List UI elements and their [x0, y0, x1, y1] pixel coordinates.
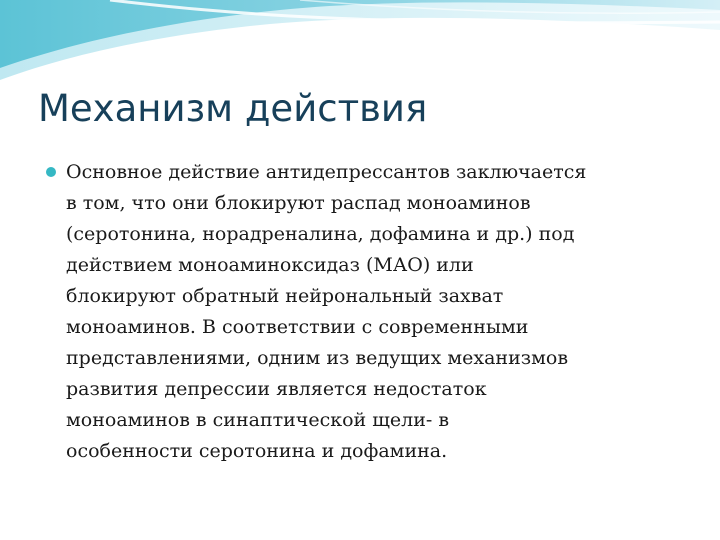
- bullet-line: развития депрессии является недостаток: [66, 378, 487, 400]
- bullet-line: моноаминов в синаптической щели- в: [66, 409, 450, 431]
- bullet-line: Основное действие антидепрессантов заключается: [66, 161, 587, 183]
- bullet-text: [66, 157, 686, 467]
- bullet-line: моноаминов. В соответствии с современными: [66, 316, 529, 338]
- bullet-line: в том, что они блокируют распад моноаминов: [66, 192, 531, 214]
- bullet-item: [46, 157, 686, 467]
- slide-body: [46, 157, 686, 467]
- slide-title: Механизм действия: [38, 87, 428, 130]
- bullet-line: действием моноаминоксидаз (МАО) или: [66, 254, 474, 276]
- bullet-dot-icon: [46, 167, 56, 177]
- bullet-line: (серотонина, норадреналина, дофамина и др.) под: [66, 223, 575, 245]
- bullet-line: блокируют обратный нейрональный захват: [66, 285, 504, 307]
- bullet-line: особенности серотонина и дофамина.: [66, 440, 448, 462]
- bullet-line: представлениями, одним из ведущих механизмов: [66, 347, 569, 369]
- decorative-wave-header: [0, 0, 720, 90]
